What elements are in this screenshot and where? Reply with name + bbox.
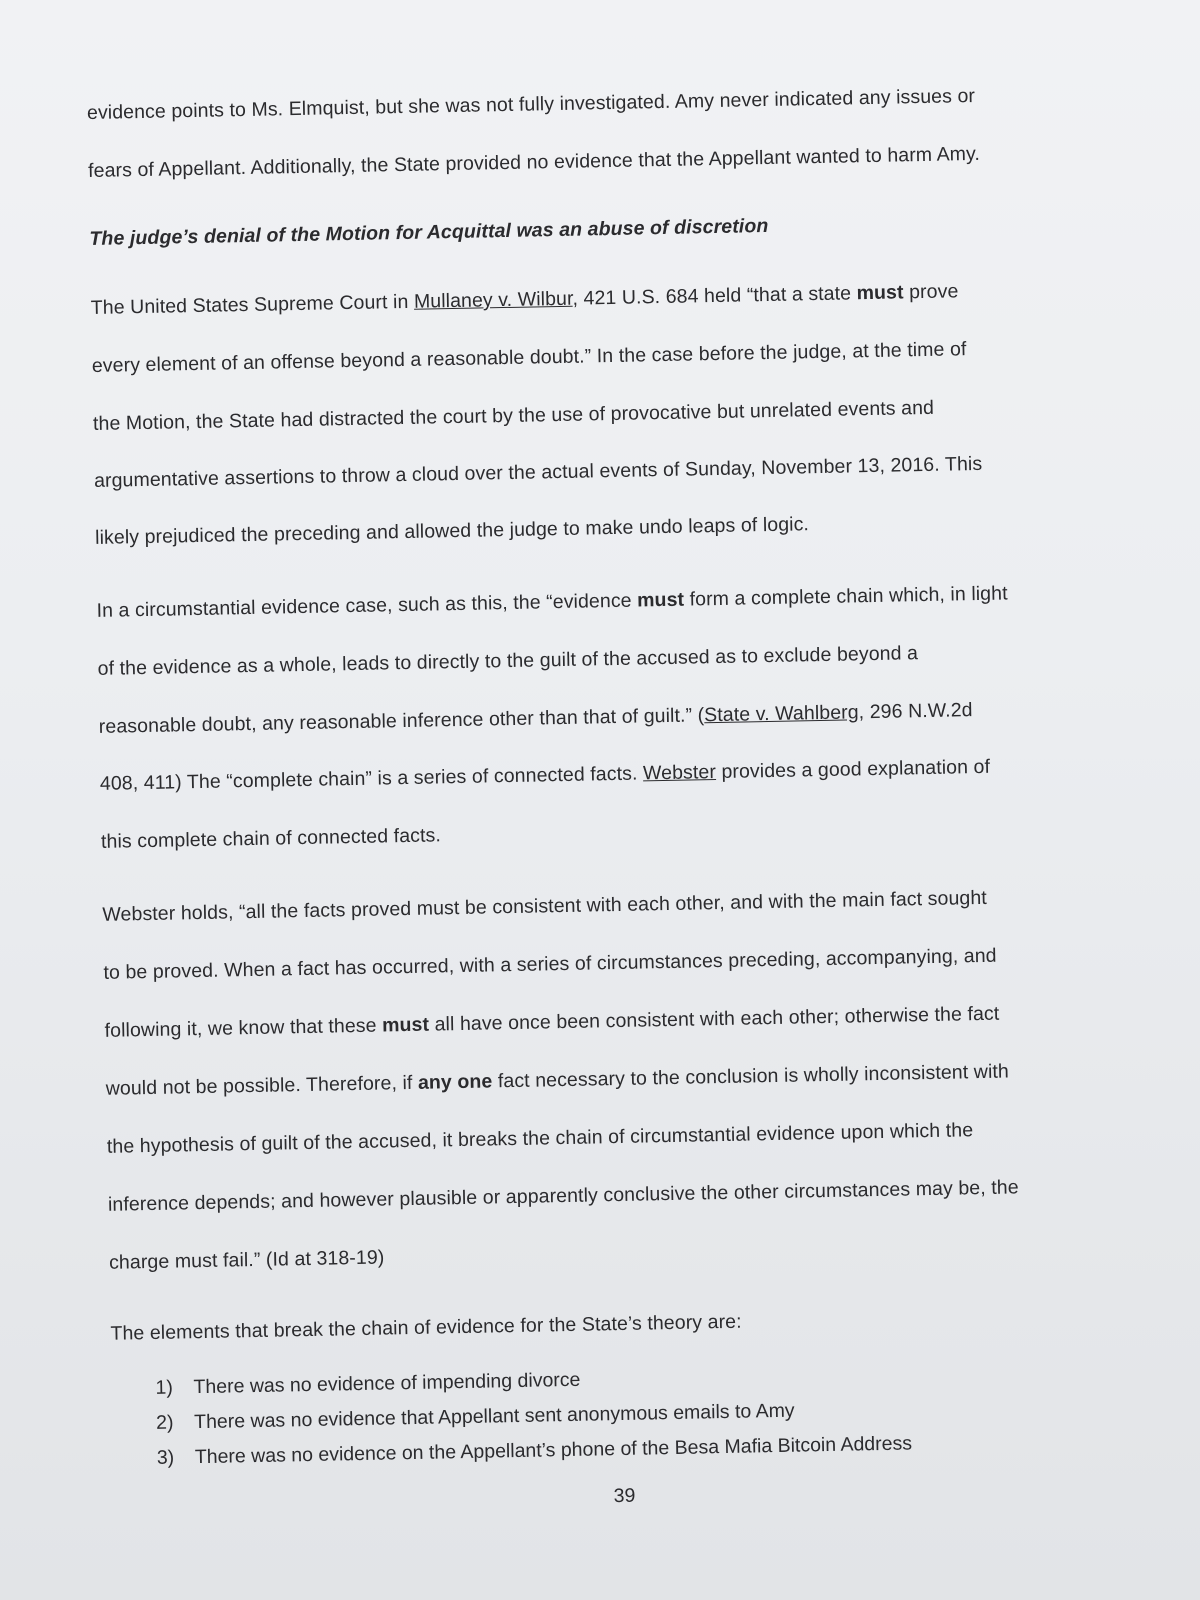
paragraph-2-line-5: this complete chain of connected facts.	[100, 824, 442, 853]
emphasis: any one	[417, 1070, 493, 1094]
paragraph-1-line-3: the Motion, the State had distracted the court by the use of provocative but unrelated events and	[92, 396, 935, 435]
text-run: following it, we know that these	[104, 1014, 383, 1042]
text-run: 408, 411) The “complete chain” is a series of connected facts.	[99, 762, 644, 795]
list-item	[157, 1432, 913, 1469]
text-run: prove	[903, 280, 959, 304]
case-citation: State v. Wahlberg	[703, 701, 859, 727]
text-run: , 296 N.W.2d	[858, 699, 973, 724]
paragraph-3-line-4	[106, 1060, 1010, 1100]
list-text: There was no evidence that Appellant sent anonymous emails to Amy	[193, 1399, 795, 1434]
paragraph-2-line-1	[96, 582, 1007, 622]
emphasis: must	[381, 1013, 430, 1037]
paragraph-1-line-2: every element of an offense beyond a reasonable doubt.” In the case before the judge, at the time of	[91, 338, 967, 377]
paragraph-2-line-2: of the evidence as a whole, leads to directly to the guilt of the accused as to exclude beyond a	[97, 642, 919, 680]
document-page	[86, 40, 1145, 1559]
list-item	[156, 1400, 795, 1435]
text-run: all have once been consistent with each other; otherwise the fact	[428, 1002, 1000, 1036]
paragraph-3-line-5: the hypothesis of guilt of the accused, it breaks the chain of circumstantial evidence upon which the	[106, 1119, 974, 1158]
list-number: 2)	[155, 1411, 174, 1434]
case-citation: Mullaney v. Wilbur	[413, 287, 573, 313]
text-run: would not be possible. Therefore, if	[105, 1071, 419, 1100]
case-citation: Webster	[642, 761, 717, 785]
text-run: form a complete chain which, in light	[683, 582, 1008, 611]
text-run: fact necessary to the conclusion is wholly inconsistent with	[492, 1060, 1010, 1093]
list-item	[155, 1369, 580, 1400]
paragraph-1-line-1	[91, 280, 959, 320]
text-run: reasonable doubt, any reasonable inference other than that of guilt.” (	[98, 704, 705, 738]
list-text: There was no evidence on the Appellant’s phone of the Besa Mafia Bitcoin Address	[194, 1432, 913, 1469]
intro-line-2: fears of Appellant. Additionally, the State provided no evidence that the Appellant wanted to harm Amy.	[87, 142, 981, 182]
list-intro: The elements that break the chain of evidence for the State’s theory are:	[110, 1310, 742, 1345]
paragraph-2-line-4	[100, 756, 991, 796]
paragraph-3-line-6: inference depends; and however plausible or apparently conclusive the other circumstances may be, the	[107, 1176, 1019, 1216]
list-text: There was no evidence of impending divorce	[193, 1368, 581, 1399]
emphasis: must	[636, 588, 685, 612]
intro-line-1: evidence points to Ms. Elmquist, but she was not fully investigated. Amy never indicated any issues or	[86, 84, 976, 124]
list-number: 1)	[155, 1376, 174, 1399]
paragraph-3-line-7: charge must fail.” (Id at 318-19)	[108, 1246, 385, 1274]
page-number: 39	[613, 1484, 636, 1508]
paragraph-1-line-5: likely prejudiced the preceding and allowed the judge to make undo leaps of logic.	[94, 513, 810, 549]
emphasis: must	[856, 281, 904, 305]
text-run: , 421 U.S. 684 held “that a state	[572, 282, 857, 310]
paragraph-3-line-3	[104, 1003, 999, 1043]
paragraph-2-line-3	[99, 699, 973, 739]
text-run: provides a good explanation of	[715, 755, 991, 784]
text-run: In a circumstantial evidence case, such as this, the “evidence	[96, 589, 638, 622]
paragraph-1-line-4: argumentative assertions to throw a cloud over the actual events of Sunday, November 13, 2016. This	[93, 452, 983, 492]
paragraph-3-line-2: to be proved. When a fact has occurred, with a series of circumstances preceding, accompanying, and	[103, 944, 997, 984]
section-heading: The judge’s denial of the Motion for Acquittal was an abuse of discretion	[89, 214, 769, 250]
paragraph-3-line-1: Webster holds, “all the facts proved must be consistent with each other, and with the main fact sought	[102, 886, 988, 926]
list-number: 3)	[156, 1446, 175, 1469]
text-run: The United States Supreme Court in	[90, 290, 415, 319]
